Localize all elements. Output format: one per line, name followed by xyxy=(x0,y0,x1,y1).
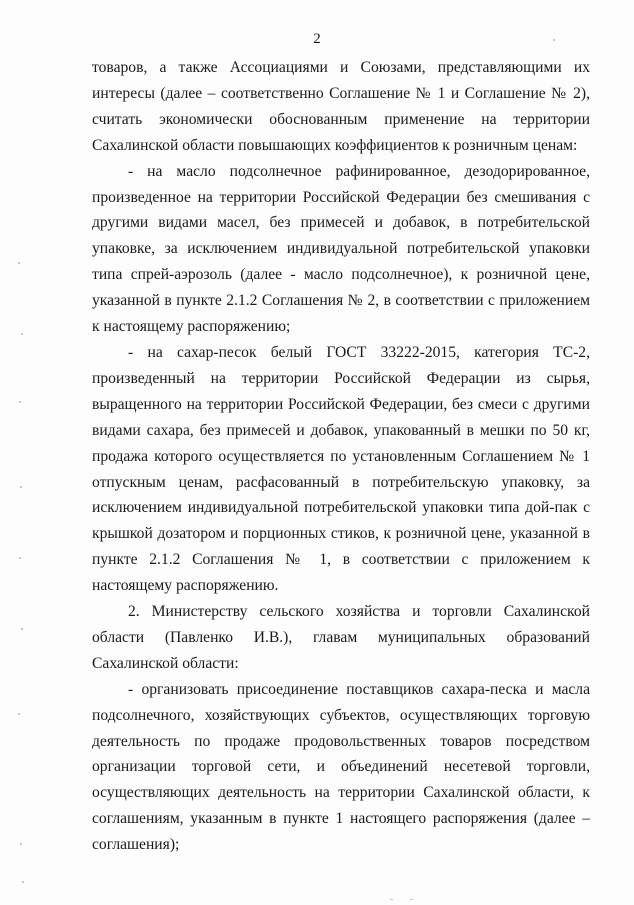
scan-artifact xyxy=(22,881,24,883)
paragraph-organize-item: - организовать присоединение поставщиков сахара-песка и масла подсолнечного, хозяйствующих субъектов, осуществляющих торговую деятельность по продаже продовольственных товаров посредством организации торговой сети, и объединений несетевой торговли, осуществляющих деятельность на территории Сахалинской области, к соглашениям, указанным в пункте 1 настоящего распоряжения (далее – соглашения); xyxy=(92,680,590,854)
scan-artifact xyxy=(18,262,20,264)
scan-artifact xyxy=(553,39,555,41)
scan-artifact xyxy=(19,557,21,559)
scan-artifact xyxy=(21,628,23,630)
scan-artifact xyxy=(19,401,21,403)
scan-artifact xyxy=(410,899,413,900)
scan-artifact xyxy=(21,333,23,335)
paragraph-continuation: товаров, а также Ассоциациями и Союзами, представляющими их интересы (далее – соответственно Соглашение № 1 и Соглашение № 2), считать экономически обоснованным применение на территории Сахалинской области повышающих коэффициентов к розничным ценам: xyxy=(92,59,590,154)
scan-artifact xyxy=(20,843,22,845)
scan-artifact xyxy=(20,486,22,488)
scan-artifact xyxy=(390,899,393,900)
scan-artifact xyxy=(18,713,20,715)
page-number: 2 xyxy=(313,31,321,47)
paragraph-sugar-item: - на сахар-песок белый ГОСТ 33222-2015, категория ТС-2, произведенный на территории Российской Федерации из сырья, выращенного на территории Российской Федерации, без смеси с другими видами сахара, без примесей и добавок, упакованный в мешки по 50 кг, продажа которого осуществляется по установленным Соглашением № 1 отпускным ценам, расфасованный в потребительскую упаковку, за исключением индивидуальной потребительской упаковки типа дой-пак с крышкой дозатором и порционных стиков, к розничной цене, указанной в пункте 2.1.2 Соглашения № 1, в соответствии с приложением к настоящему распоряжению. xyxy=(92,343,590,595)
paragraph-section-2: 2. Министерству сельского хозяйства и торговли Сахалинской области (Павленко И.В.), главам муниципальных образований Сахалинской области: xyxy=(92,603,590,672)
document-body xyxy=(92,55,590,858)
paragraph-sunflower-oil-item: - на масло подсолнечное рафинированное, дезодорированное, произведенное на территории Российской Федерации без смешивания с другими видами масел, без примесей и добавок, в потребительской упаковке, за исключением индивидуальной потребительской упаковки типа спрей-аэрозоль (далее - масло подсолнечное), к розничной цене, указанной в пункте 2.1.2 Соглашения № 2, в соответствии с приложением к настоящему распоряжению; xyxy=(92,162,590,336)
